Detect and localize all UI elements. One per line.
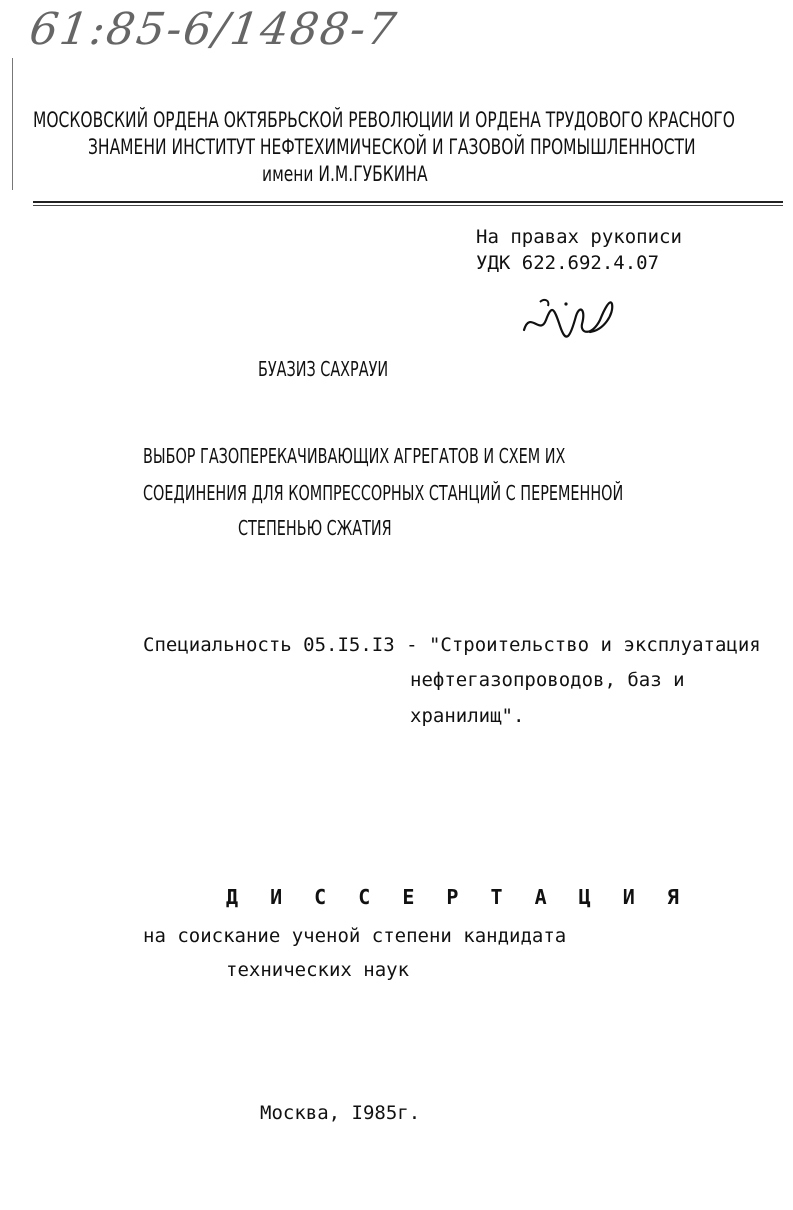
margin-line	[12, 58, 13, 190]
title-line-2: СОЕДИНЕНИЯ ДЛЯ КОМПРЕССОРНЫХ СТАНЦИЙ С ПЕРЕМЕННОЙ	[143, 481, 624, 505]
title-line-3: СТЕПЕНЬЮ СЖАТИЯ	[238, 516, 392, 540]
author-name: БУАЗИЗ САХРАУИ	[258, 357, 389, 381]
place-year: Москва, I985г.	[260, 1102, 421, 1124]
specialty-line-3: хранилищ".	[410, 705, 525, 727]
specialty-line-2: нефтегазопроводов, баз и	[410, 669, 685, 691]
header-rule	[33, 201, 783, 203]
institution-line-1: МОСКОВСКИЙ ОРДЕНА ОКТЯБРЬСКОЙ РЕВОЛЮЦИИ И ОРДЕНА ТРУДОВОГО КРАСНОГО	[33, 108, 735, 132]
udc-code: УДК 622.692.4.07	[476, 252, 660, 274]
archive-handwritten-mark: 61:85-6/1488-7	[26, 4, 401, 55]
header-rule-thin	[33, 205, 783, 206]
specialty-line-1: Специальность 05.I5.I3 - "Строительство и эксплуатация	[143, 634, 761, 656]
institution-line-3: имени И.М.ГУБКИНА	[262, 162, 428, 186]
manuscript-rights: На правах рукописи	[476, 226, 682, 248]
title-line-1: ВЫБОР ГАЗОПЕРЕКАЧИВАЮЩИХ АГРЕГАТОВ И СХЕМ ИХ	[143, 444, 566, 468]
degree-line-2: технических наук	[226, 959, 410, 981]
signature-icon	[520, 290, 620, 350]
degree-line-1: на соискание ученой степени кандидата	[143, 925, 567, 947]
institution-line-2: ЗНАМЕНИ ИНСТИТУТ НЕФТЕХИМИЧЕСКОЙ И ГАЗОВОЙ ПРОМЫШЛЕННОСТИ	[88, 135, 696, 159]
dissertation-heading: Д И С С Е Р Т А Ц И Я	[226, 885, 689, 909]
